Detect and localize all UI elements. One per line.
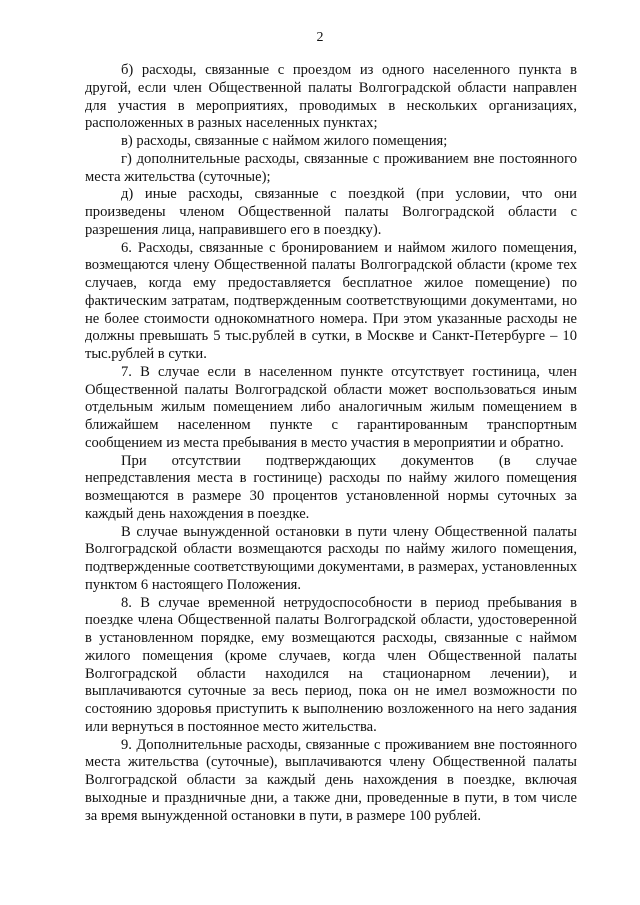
paragraph-7-no-documents: При отсутствии подтверждающих документов (в случае непредставления места в гостинице) расходы по найму жилого помещения возмещаются в размере 30 процентов установленной нормы суточных за каждый день нахождения в поездке. xyxy=(85,452,577,522)
paragraph-9: 9. Дополнительные расходы, связанные с проживанием вне постоянного места жительства (суточные), выплачиваются члену Общественной палаты Волгоградской области за каждый день нахождения в поездке, включая выходные и праздничные дни, а также дни, проведенные в пути, в том числе за время вынужденной остановки в пути, в размере 100 рублей. xyxy=(85,736,577,824)
paragraph-v: в) расходы, связанные с наймом жилого помещения; xyxy=(121,133,448,149)
paragraph-g: г) дополнительные расходы, связанные с проживанием вне постоянного места жительства (суточные); xyxy=(85,150,577,185)
paragraph-7: 7. В случае если в населенном пункте отсутствует гостиница, член Общественной палаты Волгоградской области может воспользоваться иным отдельным жилым помещением либо аналогичным жилым помещением в ближайшем населенном пункте с гарантированным транспортным сообщением из места пребывания в место участия в мероприятии и обратно. xyxy=(85,363,577,451)
document-body xyxy=(85,62,577,825)
paragraph-7-forced-stop: В случае вынужденной остановки в пути члену Общественной палаты Волгоградской области возмещаются расходы по найму жилого помещения, подтвержденные соответствующими документами, в размерах, установленных пунктом 6 настоящего Положения. xyxy=(85,523,577,593)
paragraph-b: б) расходы, связанные с проездом из одного населенного пункта в другой, если член Общественной палаты Волгоградской области направлен для участия в мероприятиях, проводимых в нескольких организациях, расположенных в разных населенных пунктах; xyxy=(85,62,577,132)
paragraph-8: 8. В случае временной нетрудоспособности в период пребывания в поездке члена Общественной палаты Волгоградской области, удостоверенной в установленном порядке, ему возмещаются расходы, связанные с наймом жилого помещения (кроме случаев, когда член Общественной палаты Волгоградской области находился на стационарном лечении), и выплачиваются суточные за весь период, пока он не имел возможности по состоянию здоровья приступить к выполнению возложенного на него задания или вернуться в постоянное место жительства. xyxy=(85,594,577,735)
paragraph-d: д) иные расходы, связанные с поездкой (при условии, что они произведены членом Общественной палаты Волгоградской области с разрешения лица, направившего его в поездку). xyxy=(85,186,577,238)
page-number: 2 xyxy=(316,30,324,45)
paragraph-6: 6. Расходы, связанные с бронированием и наймом жилого помещения, возмещаются члену Общественной палаты Волгоградской области (кроме тех случаев, когда ему предоставляется бесплатное жилое помещение) по фактическим затратам, подтвержденным соответствующими документами, но не более стоимости однокомнатного номера. При этом указанные расходы не должны превышать 5 тыс.рублей в сутки, в Москве и Санкт-Петербурге – 10 тыс.рублей в сутки. xyxy=(85,239,577,362)
